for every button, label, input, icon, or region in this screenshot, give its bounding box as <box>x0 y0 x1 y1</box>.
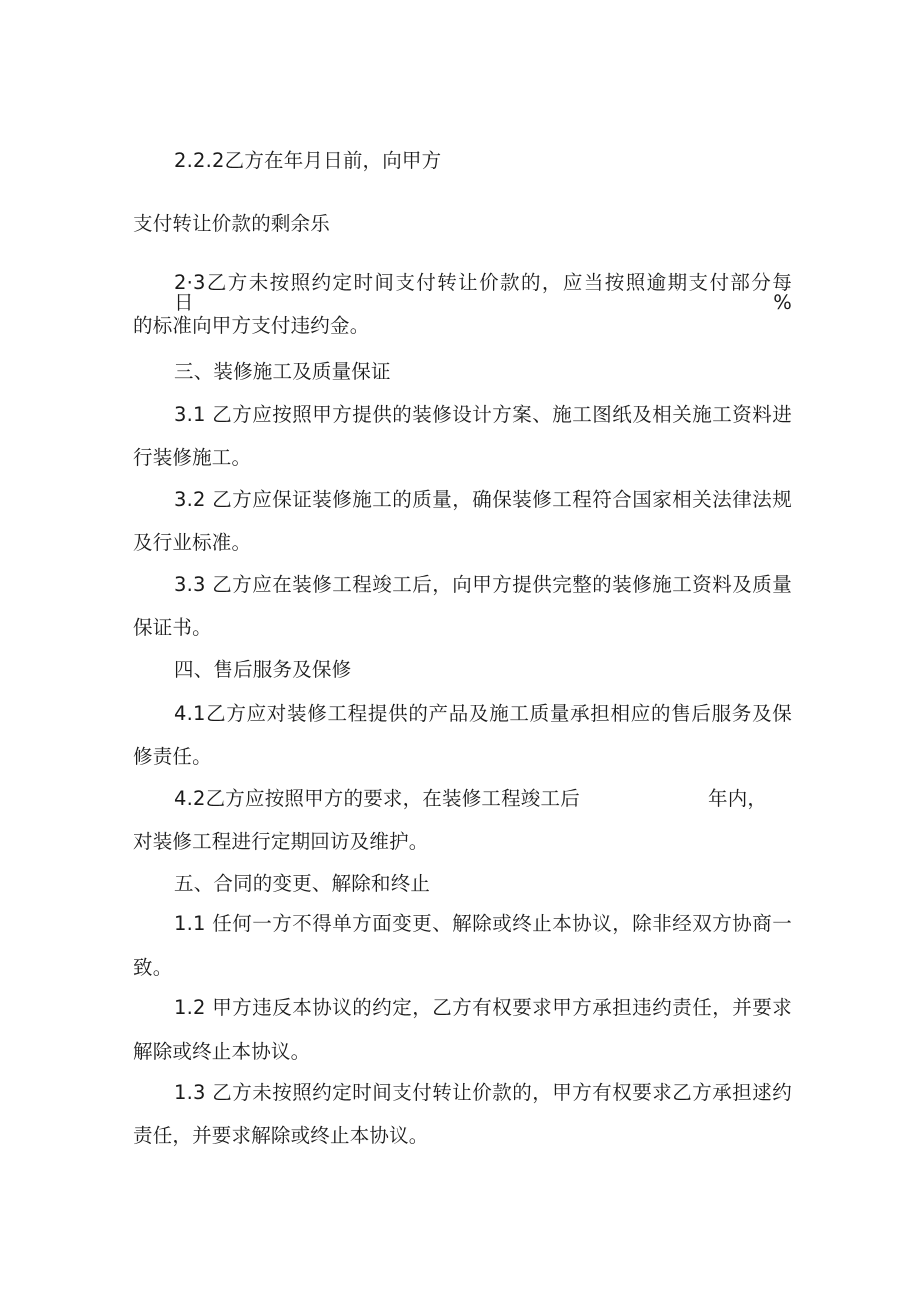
clause-3-3-line-1: 3.3 乙方应在装修工程竣工后，向甲方提供完整的装修施工资料及质量 <box>174 573 792 596</box>
clause-3-1-line-2: 行装修施工。 <box>133 446 252 469</box>
clause-5-1-1-line-1: 1.1 任何一方不得单方面变更、解除或终止本协议，除非经双方协商一 <box>174 912 792 935</box>
section-4-title: 四、售后服务及保修 <box>174 658 352 681</box>
section-3-title: 三、装修施工及质量保证 <box>174 360 391 383</box>
clause-4-1-line-1: 4.1乙方应对装修工程提供的产品及施工质量承担相应的售后服务及保 <box>174 702 792 725</box>
clause-2-2-2-line-1: 2.2.2乙方在年月日前，向甲方 <box>174 149 442 172</box>
clause-3-2-line-2: 及行业标准。 <box>133 531 252 554</box>
clause-2-2-2-line-2: 支付转让价款的剩余乐 <box>133 212 331 235</box>
clause-3-1-line-1: 3.1 乙方应按照甲方提供的装修设计方案、施工图纸及相关施工资料进 <box>174 403 792 426</box>
clause-3-3-line-2: 保证书。 <box>133 616 212 639</box>
clause-4-1-line-2: 修责任。 <box>133 745 212 768</box>
clause-5-1-3-line-2: 责任，并要求解除或终止本协议。 <box>133 1124 429 1147</box>
clause-5-1-2-line-2: 解除或终止本协议。 <box>133 1040 311 1063</box>
clause-4-2-line-1-a: 4.2乙方应按照甲方的要求，在装修工程竣工后 <box>174 787 580 810</box>
clause-3-2-line-1: 3.2 乙方应保证装修施工的质量，确保装修工程符合国家相关法律法规 <box>174 488 792 511</box>
section-5-title: 五、合同的变更、解除和终止 <box>174 872 431 895</box>
clause-5-1-1-line-2: 致。 <box>133 956 173 979</box>
clause-5-1-3-line-1: 1.3 乙方未按照约定时间支付转让价款的，甲方有权要求乙方承担逑约 <box>174 1081 792 1104</box>
clause-5-1-2-line-1: 1.2 甲方违反本协议的约定，乙方有权要求甲方承担违约责任，并要求 <box>174 996 792 1019</box>
clause-4-2-line-1-b: 年内， <box>708 787 768 810</box>
clause-2-3-line-2: 的标准向甲方支付违约金。 <box>133 314 370 337</box>
clause-4-2-line-2: 对装修工程进行定期回访及维护。 <box>133 830 429 853</box>
clause-2-3-line-1: 2·3乙方未按照约定时间支付转让价款的，应当按照逾期支付部分每日% <box>174 271 792 314</box>
